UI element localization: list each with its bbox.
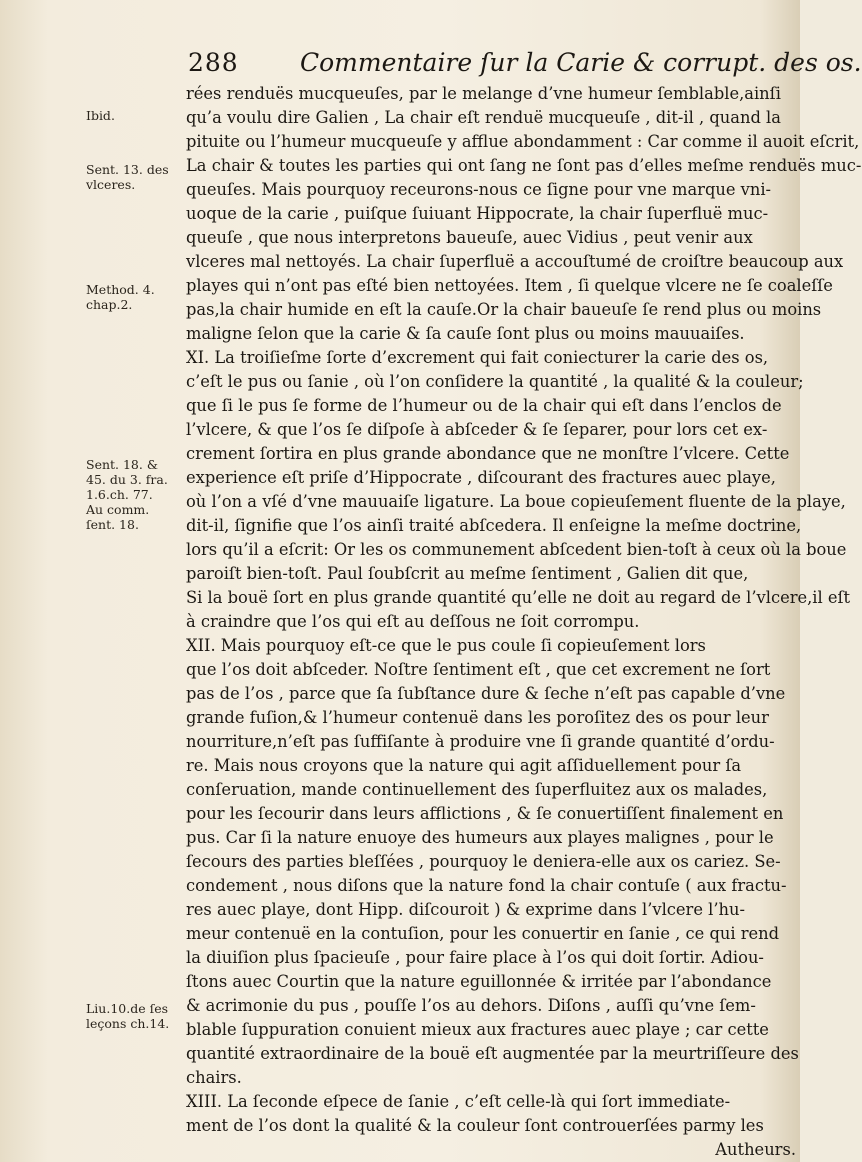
page-number: 288	[188, 48, 239, 77]
margin-note-ibid: Ibid.	[86, 108, 115, 123]
body-line: l’vlcere, & que l’os ſe diſpoſe à abſceder & ſe ſeparer, pour lors cet ex-	[186, 420, 768, 439]
body-line: grande fuſion,& l’humeur contenuë dans les poroſitez des os pour leur	[186, 708, 769, 727]
margin-note-sent-13: Sent. 13. des vlceres.	[86, 162, 169, 192]
body-line: ſtons auec Courtin que la nature eguillonnée & irritée par l’abondance	[186, 972, 772, 991]
body-line: lors qu’il a eſcrit: Or les os communement abſcedent bien-toſt à ceux où la boue	[186, 540, 847, 559]
body-line: vlceres mal nettoyés. La chair ſuperfluë a accouſtumé de croiſtre beaucoup aux	[186, 252, 844, 271]
body-line: c’eſt le pus ou ſanie , où l’on conſidere la quantité , la qualité & la couleur;	[186, 372, 804, 391]
body-line: pour les ſecourir dans leurs afflictions , & ſe conuertiſſent finalement en	[186, 804, 784, 823]
body-line: pus. Car ſi la nature enuoye des humeurs aux playes malignes , pour le	[186, 828, 774, 847]
body-line: condement , nous diſons que la nature fond la chair contuſe ( aux fractu-	[186, 876, 787, 895]
body-line: queuſe , que nous interpretons baueuſe, auec Vidius , peut venir aux	[186, 228, 753, 247]
body-line: blable ſuppuration conuient mieux aux fractures auec playe ; car cette	[186, 1020, 769, 1039]
body-line: & acrimonie du pus , pouſſe l’os au dehors. Diſons , auſſi qu’vne ſem-	[186, 996, 756, 1015]
body-line: nourriture,n’eſt pas ſuffiſante à produire vne ſi grande quantité d’ordu-	[186, 732, 775, 751]
body-line: XIII. La ſeconde eſpece de ſanie , c’eſt celle-là qui ſort immediate-	[186, 1092, 731, 1111]
body-line: La chair & toutes les parties qui ont ſang ne ſont pas d’elles meſme renduës muc-	[186, 156, 862, 175]
body-line: la diuiſion plus ſpacieuſe , pour faire place à l’os qui doit ſortir. Adiou-	[186, 948, 764, 967]
body-line: que l’os doit abſceder. Noſtre ſentiment eſt , que cet excrement ne ſort	[186, 660, 771, 679]
body-line: conſeruation, mande continuellement des ſuperfluitez aux os malades,	[186, 780, 768, 799]
running-title: Commentaire ſur la Carie & corrupt. des os.	[300, 48, 862, 77]
body-text	[186, 82, 862, 1162]
body-line: pas de l’os , parce que ſa ſubſtance dure & ſeche n’eſt pas capable d’vne	[186, 684, 786, 703]
running-header	[188, 48, 862, 82]
body-line: experience eſt priſe d’Hippocrate , diſcourant des fractures auec playe,	[186, 468, 776, 487]
body-line: pituite ou l’humeur mucqueuſe y afflue abondamment : Car comme il auoit eſcrit,	[186, 132, 860, 151]
body-line: à craindre que l’os qui eſt au deſſous ne ſoit corrompu.	[186, 612, 640, 631]
body-line: rées renduës mucqueuſes, par le melange d’vne humeur ſemblable,ainſi	[186, 84, 781, 103]
body-line-catchword: Autheurs.	[715, 1140, 796, 1159]
margin-note-method-4: Method. 4. chap.2.	[86, 282, 155, 312]
body-line: pas,la chair humide en eſt la cauſe.Or la chair baueuſe ſe rend plus ou moins	[186, 300, 822, 319]
body-line: meur contenuë en la contuſion, pour les conuertir en ſanie , ce qui rend	[186, 924, 780, 943]
body-line: XI. La troiſieſme ſorte d’excrement qui fait coniecturer la carie des os,	[186, 348, 769, 367]
body-line: crement ſortira en plus grande abondance que ne monſtre l’vlcere. Cette	[186, 444, 790, 463]
margin-note-liu-10: Liu.10.de ſes leçons ch.14.	[86, 1001, 170, 1031]
body-line: que ſi le pus ſe forme de l’humeur ou de la chair qui eſt dans l’enclos de	[186, 396, 782, 415]
body-line: res auec playe, dont Hipp. diſcouroit ) & exprime dans l’vlcere l’hu-	[186, 900, 746, 919]
body-line: queuſes. Mais pourquoy receurons-nous ce ſigne pour vne marque vni-	[186, 180, 772, 199]
body-line: où l’on a vſé d’vne mauuaiſe ligature. La boue copieuſement fluente de la playe,	[186, 492, 846, 511]
body-line: Si la bouë ſort en plus grande quantité qu’elle ne doit au regard de l’vlcere,il eſt	[186, 588, 851, 607]
margin-note-sent-18: Sent. 18. & 45. du 3. fra. 1.6.ch. 77. Au comm. ſent. 18.	[86, 457, 168, 532]
body-line: chairs.	[186, 1068, 242, 1087]
body-line: qu’a voulu dire Galien , La chair eſt renduë mucqueuſe , dit-il , quand la	[186, 108, 781, 127]
body-line: playes qui n’ont pas eſté bien nettoyées. Item , ſi quelque vlcere ne ſe coaleſſe	[186, 276, 833, 295]
body-line: paroiſt bien-toſt. Paul ſoubſcrit au meſme ſentiment , Galien dit que,	[186, 564, 749, 583]
body-line: maligne ſelon que la carie & ſa cauſe ſont plus ou moins mauuaiſes.	[186, 324, 745, 343]
body-line: dit-il, ſignifie que l’os ainſi traité abſcedera. Il enſeigne la meſme doctrine,	[186, 516, 802, 535]
body-line: re. Mais nous croyons que la nature qui agit aſſiduellement pour ſa	[186, 756, 742, 775]
body-line: ment de l’os dont la qualité & la couleur ſont controuerſées parmy les	[186, 1116, 764, 1135]
body-line: quantité extraordinaire de la bouë eſt augmentée par la meurtriſſeure des	[186, 1044, 799, 1063]
body-line: XII. Mais pourquoy eſt-ce que le pus coule ſi copieuſement lors	[186, 636, 706, 655]
body-line: ſecours des parties bleſſées , pourquoy le deniera-elle aux os cariez. Se-	[186, 852, 781, 871]
body-line: uoque de la carie , puiſque ſuiuant Hippocrate, la chair ſuperfluë muc-	[186, 204, 769, 223]
